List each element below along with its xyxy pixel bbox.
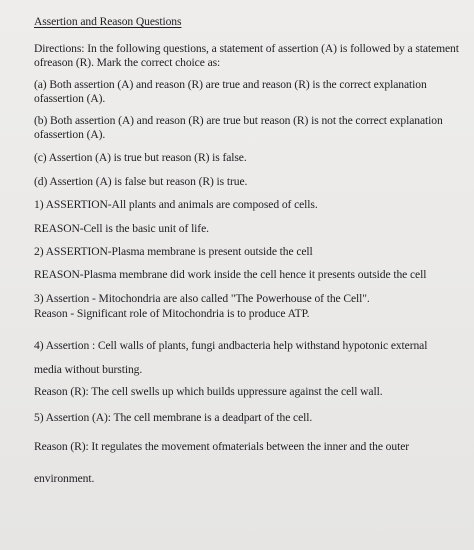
option-b-line-1: (b) Both assertion (A) and reason (R) are true but reason (R) is not the correct explanation (34, 114, 443, 127)
q3-reason: Reason - Significant role of Mitochondria is to produce ATP. (34, 307, 310, 320)
q5-reason-line-2: environment. (34, 472, 95, 485)
directions-line-1: Directions: In the following questions, a statement of assertion (A) is followed by a statement (34, 42, 459, 55)
q4-assertion-line-1: 4) Assertion : Cell walls of plants, fungi andbacteria help withstand hypotonic external (34, 339, 428, 352)
option-a-line-2: ofassertion (A). (34, 92, 106, 105)
option-d: (d) Assertion (A) is false but reason (R) is true. (34, 175, 248, 188)
q4-reason: Reason (R): The cell swells up which builds uppressure against the cell wall. (34, 385, 383, 398)
q2-assertion: 2) ASSERTION-Plasma membrane is present outside the cell (34, 245, 313, 258)
option-a-line-1: (a) Both assertion (A) and reason (R) are true and reason (R) is the correct explanation (34, 78, 427, 91)
q1-reason: REASON-Cell is the basic unit of life. (34, 222, 209, 235)
q3-assertion: 3) Assertion - Mitochondria are also called "The Powerhouse of the Cell". (34, 292, 370, 305)
page-title: Assertion and Reason Questions (34, 15, 182, 28)
q2-reason: REASON-Plasma membrane did work inside the cell hence it presents outside the cell (34, 268, 427, 281)
option-c: (c) Assertion (A) is true but reason (R) is false. (34, 151, 247, 164)
q5-reason-line-1: Reason (R): It regulates the movement ofmaterials between the inner and the outer (34, 440, 410, 453)
q5-assertion: 5) Assertion (A): The cell membrane is a deadpart of the cell. (34, 411, 313, 424)
q1-assertion: 1) ASSERTION-All plants and animals are composed of cells. (34, 198, 318, 211)
directions-line-2: ofreason (R). Mark the correct choice as: (34, 56, 221, 69)
q4-assertion-line-2: media without bursting. (34, 363, 143, 376)
option-b-line-2: ofassertion (A). (34, 128, 106, 141)
